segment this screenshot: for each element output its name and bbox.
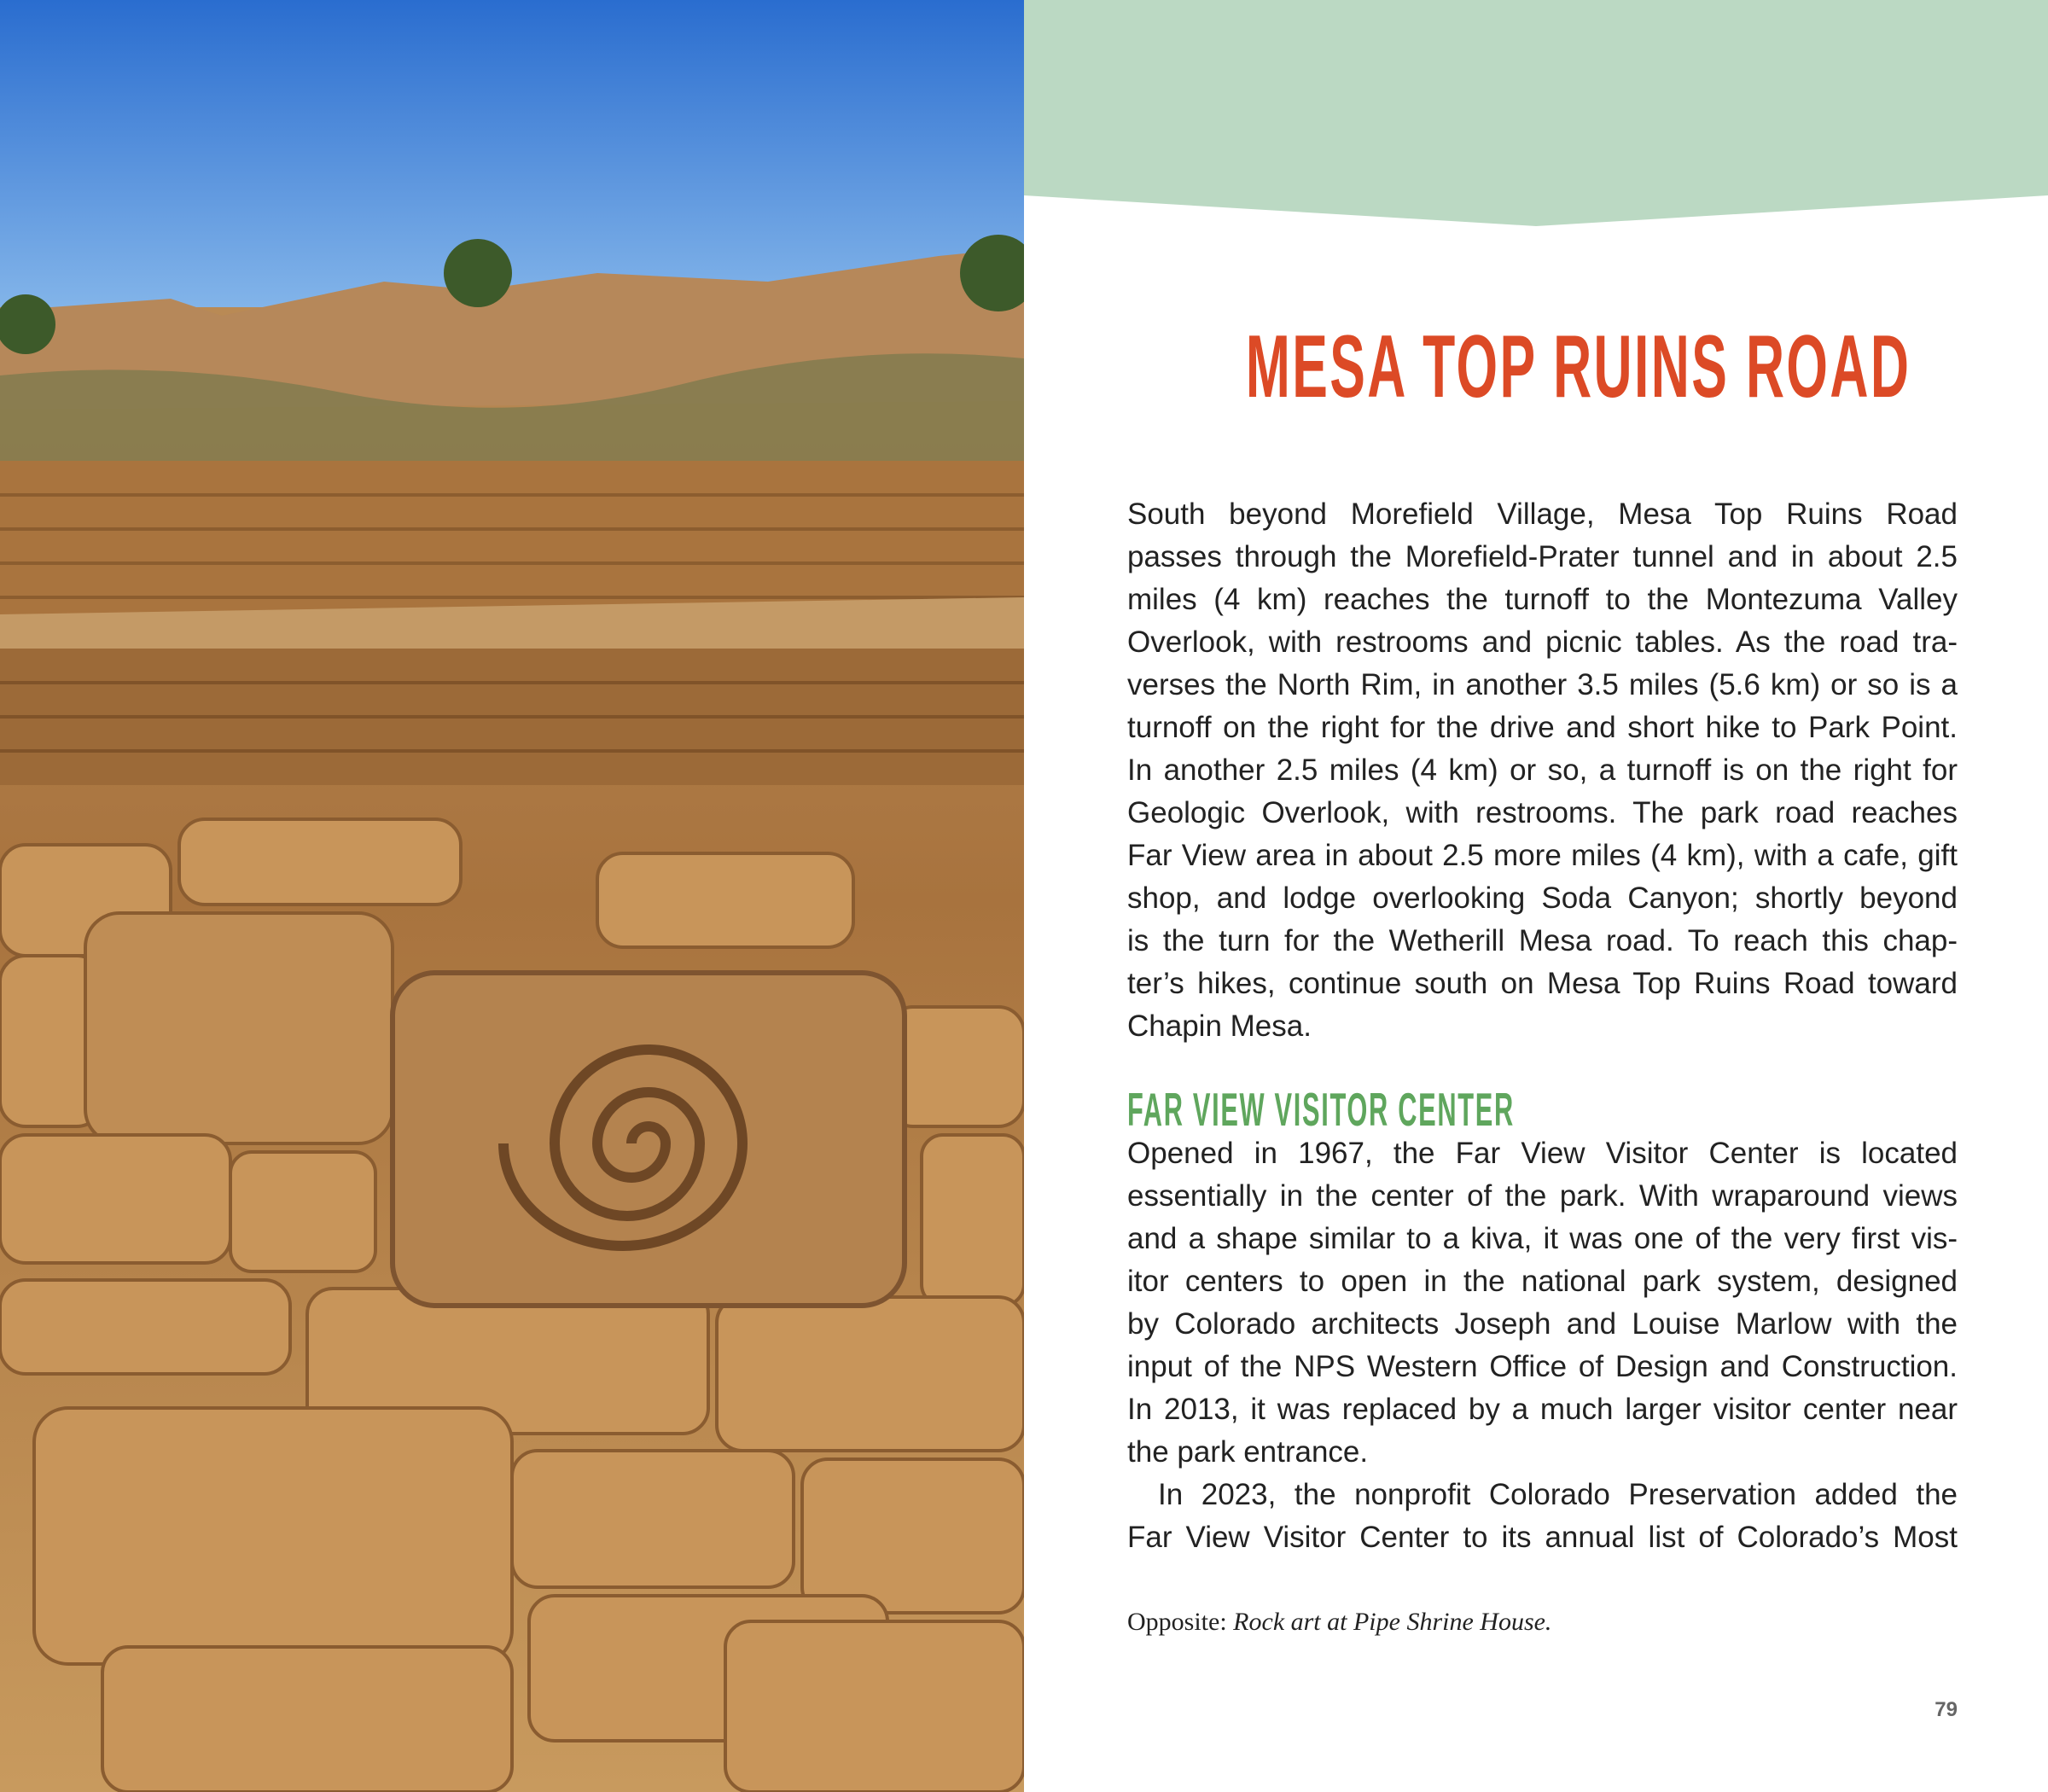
text-line: is the turn for the Wetherill Mesa road. To reach this chap- [1127, 924, 1958, 957]
text-line: Far View area in about 2.5 more miles (4 km), with a cafe, gift [1127, 839, 1958, 872]
text-line: Far View Visitor Center to its annual list of Colorado’s Most [1127, 1521, 1958, 1554]
text-line: Overlook, with restrooms and picnic tables. As the road tra- [1127, 625, 1958, 659]
text-line: miles (4 km) reaches the turnoff to the Montezuma Valley [1127, 583, 1958, 616]
text-line: essentially in the center of the park. With wraparound views [1127, 1179, 1958, 1213]
text-line: Opened in 1967, the Far View Visitor Center is located [1127, 1137, 1958, 1170]
text-line: turnoff on the right for the drive and short hike to Park Point. [1127, 711, 1958, 744]
text-line: ter’s hikes, continue south on Mesa Top Ruins Road toward [1127, 967, 1958, 1000]
text-line: shop, and lodge overlooking Soda Canyon; shortly beyond [1127, 881, 1958, 915]
text-line: input of the NPS Western Office of Design and Construction. [1127, 1350, 1958, 1383]
intro-paragraph [1127, 493, 1958, 1048]
text-line: In 2013, it was replaced by a much larger visitor center near [1127, 1393, 1958, 1426]
text-line: verses the North Rim, in another 3.5 miles (5.6 km) or so is a [1127, 668, 1958, 701]
text-line: itor centers to open in the national park system, designed [1127, 1265, 1958, 1298]
chapter-title: MESA TOP RUINS ROAD [1245, 317, 1911, 416]
text-line: Chapin Mesa. [1127, 1009, 1312, 1043]
section-paragraph [1127, 1132, 1958, 1559]
section-heading-wrap [1127, 1083, 1981, 1136]
page-number: 79 [1935, 1698, 1958, 1721]
caption-label: Opposite: [1127, 1608, 1234, 1636]
section-heading: FAR VIEW VISITOR CENTER [1127, 1083, 1515, 1136]
text-line: the park entrance. [1127, 1435, 1369, 1469]
chapter-title-wrap [1024, 317, 2048, 416]
text-line: In another 2.5 miles (4 km) or so, a turnoff is on the right for [1127, 753, 1958, 787]
text-line: Geologic Overlook, with restrooms. The park road reaches [1127, 796, 1958, 829]
text-line: by Colorado architects Joseph and Louise Marlow with the [1127, 1307, 1958, 1341]
text-line: In 2023, the nonprofit Colorado Preservation added the [1158, 1478, 1958, 1511]
photo-caption [1127, 1608, 1551, 1637]
text-line: South beyond Morefield Village, Mesa Top Ruins Road [1127, 497, 1958, 531]
text-line: passes through the Morefield-Prater tunnel and in about 2.5 [1127, 540, 1958, 573]
caption-text: Rock art at Pipe Shrine House. [1233, 1608, 1552, 1636]
header-band [1024, 0, 2048, 230]
text-line: and a shape similar to a kiva, it was one of the very first vis- [1127, 1222, 1958, 1255]
